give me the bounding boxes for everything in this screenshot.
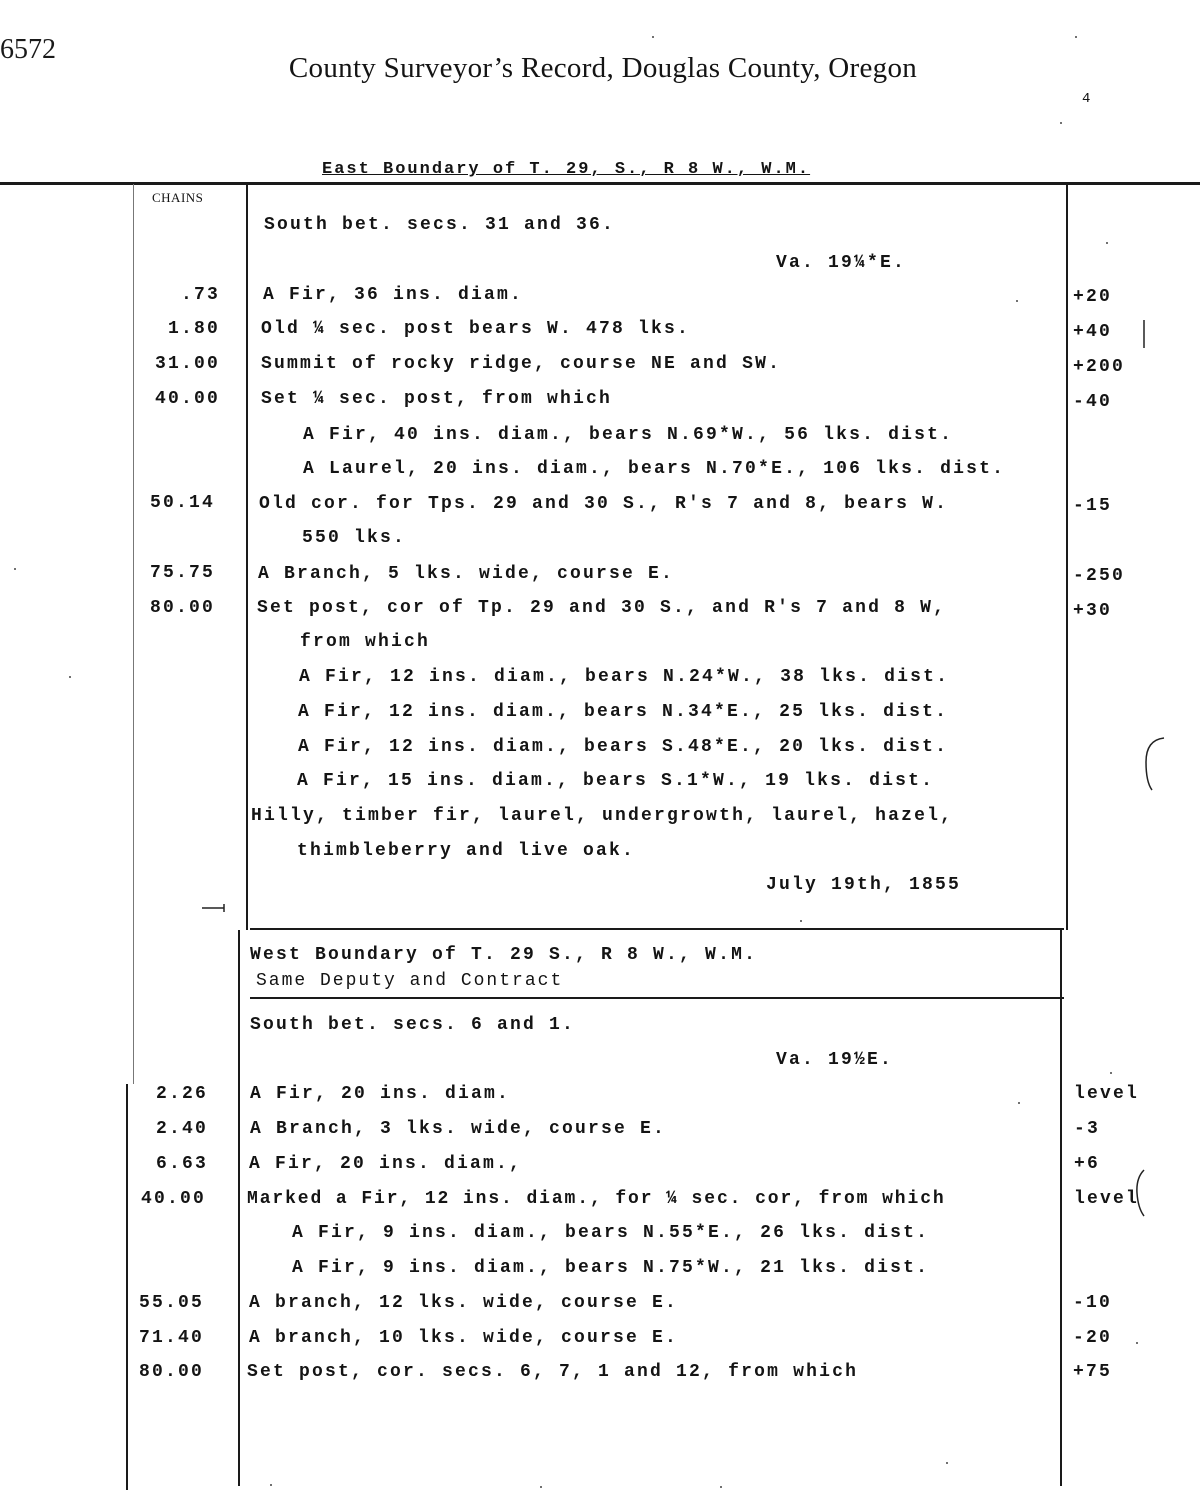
page-title: County Surveyor’s Record, Douglas County, Oregon	[288, 52, 918, 84]
chains-value: 80.00	[138, 1362, 204, 1382]
chains-value: 80.00	[149, 598, 215, 618]
entry-text: A Fir, 9 ins. diam., bears N.55*E., 26 lks. dist.	[292, 1223, 930, 1243]
scan-speck	[1016, 300, 1018, 302]
scan-speck	[1110, 1072, 1112, 1074]
column-rule-elev-lower	[1060, 930, 1062, 1486]
chains-value: .73	[180, 285, 220, 305]
section1-line: South bet. secs. 31 and 36.	[264, 215, 616, 235]
left-margin-rule-lower	[126, 1084, 128, 1490]
scan-speck	[652, 36, 654, 38]
entry-text: A Branch, 3 lks. wide, course E.	[250, 1119, 667, 1139]
scan-speck	[270, 1484, 272, 1486]
chains-value: 75.75	[149, 563, 215, 583]
entry-text: A Fir, 36 ins. diam.	[263, 285, 524, 305]
entry-text: A Fir, 12 ins. diam., bears N.34*E., 25 lks. dist.	[298, 702, 949, 722]
scan-speck	[1018, 1102, 1020, 1104]
entry-text: A branch, 10 lks. wide, course E.	[249, 1328, 679, 1348]
column-rule-elev-upper	[1066, 184, 1068, 930]
section2-line: South bet. secs. 6 and 1.	[250, 1015, 576, 1035]
scan-speck	[1136, 1342, 1138, 1344]
entry-text: Summit of rocky ridge, course NE and SW.	[261, 354, 782, 374]
elevation-value: -250	[1073, 566, 1126, 586]
record-number: 6572	[0, 34, 56, 65]
chains-value: 6.63	[155, 1154, 208, 1174]
elevation-value: +40	[1073, 322, 1113, 342]
section-divider-bottom	[250, 997, 1064, 999]
entry-text: A Fir, 20 ins. diam.,	[249, 1154, 523, 1174]
chains-value: 50.14	[149, 493, 215, 513]
entry-text: Hilly, timber fir, laurel, undergrowth, laurel, hazel,	[251, 806, 954, 826]
chains-value: 55.05	[138, 1293, 204, 1313]
entry-text: A Branch, 5 lks. wide, course E.	[258, 564, 675, 584]
bracket-mark	[1132, 1168, 1148, 1218]
elevation-value: -10	[1073, 1293, 1113, 1313]
chains-value: 2.26	[155, 1084, 208, 1104]
entry-text: A Fir, 12 ins. diam., bears S.48*E., 20 lks. dist.	[298, 737, 949, 757]
scan-speck	[14, 568, 16, 570]
elevation-value: -20	[1073, 1328, 1113, 1348]
chains-value: 71.40	[138, 1328, 204, 1348]
column-rule-chains-upper	[246, 184, 248, 930]
entry-text: A Fir, 9 ins. diam., bears N.75*W., 21 lks. dist.	[292, 1258, 930, 1278]
entry-text: Set post, cor of Tp. 29 and 30 S., and R's 7 and 8 W,	[257, 598, 947, 618]
entry-text: Old cor. for Tps. 29 and 30 S., R's 7 and 8, bears W.	[259, 494, 949, 514]
chains-value: 40.00	[154, 389, 220, 409]
elevation-value: +75	[1073, 1362, 1113, 1382]
entry-text: 550 lks.	[302, 528, 407, 548]
scan-speck	[800, 920, 802, 922]
entry-text: thimbleberry and live oak.	[297, 841, 636, 861]
entry-text: A Fir, 40 ins. diam., bears N.69*W., 56 lks. dist.	[303, 425, 954, 445]
chains-value: 31.00	[154, 354, 220, 374]
column-rule-chains-lower	[238, 930, 240, 1486]
arrow-mark	[200, 902, 228, 914]
entry-text: Old ¼ sec. post bears W. 478 lks.	[261, 319, 691, 339]
chains-value: 2.40	[155, 1119, 208, 1139]
section2-variation: Va. 19½E.	[776, 1050, 894, 1070]
section2-subtitle: Same Deputy and Contract	[256, 971, 564, 991]
section1-variation: Va. 19¼*E.	[776, 253, 907, 273]
elevation-value: level	[1074, 1189, 1140, 1209]
tick-mark	[1140, 318, 1148, 350]
scan-speck	[1075, 36, 1077, 38]
chains-value: 40.00	[140, 1189, 206, 1209]
elevation-value: +6	[1074, 1154, 1101, 1174]
scan-speck	[1106, 242, 1108, 244]
elevation-value: -15	[1073, 496, 1113, 516]
scan-speck	[720, 1486, 722, 1488]
scan-speck	[946, 1462, 948, 1464]
scan-speck	[540, 1486, 542, 1488]
entry-text: Set post, cor. secs. 6, 7, 1 and 12, from which	[247, 1362, 859, 1382]
survey-date: July 19th, 1855	[766, 875, 962, 895]
elevation-value: -3	[1074, 1119, 1101, 1139]
scan-speck	[1060, 122, 1062, 124]
section1-title: East Boundary of T. 29, S., R 8 W., W.M.	[322, 160, 811, 179]
page-mark: 4	[1082, 91, 1091, 107]
entry-text: Set ¼ sec. post, from which	[261, 389, 613, 409]
entry-text: A branch, 12 lks. wide, course E.	[249, 1293, 679, 1313]
scan-speck	[69, 676, 71, 678]
entry-text: A Fir, 15 ins. diam., bears S.1*W., 19 lks. dist.	[297, 771, 935, 791]
entry-text: Marked a Fir, 12 ins. diam., for ¼ sec. cor, from which	[247, 1189, 946, 1209]
chains-column-header: CHAINS	[152, 190, 204, 205]
entry-text: A Fir, 20 ins. diam.	[250, 1084, 511, 1104]
table-top-rule	[0, 182, 1200, 185]
entry-text: from which	[300, 632, 431, 652]
section-divider-top	[250, 928, 1064, 930]
bracket-mark	[1138, 734, 1168, 794]
elevation-value: +20	[1073, 287, 1113, 307]
section2-title: West Boundary of T. 29 S., R 8 W., W.M.	[250, 945, 758, 965]
elevation-value: level	[1074, 1084, 1140, 1104]
chains-value: 1.80	[167, 319, 220, 339]
entry-text: A Fir, 12 ins. diam., bears N.24*W., 38 lks. dist.	[299, 667, 950, 687]
entry-text: A Laurel, 20 ins. diam., bears N.70*E., 106 lks. dist.	[303, 459, 1006, 479]
elevation-value: +30	[1073, 601, 1113, 621]
elevation-value: +200	[1073, 357, 1126, 377]
elevation-value: -40	[1073, 392, 1113, 412]
